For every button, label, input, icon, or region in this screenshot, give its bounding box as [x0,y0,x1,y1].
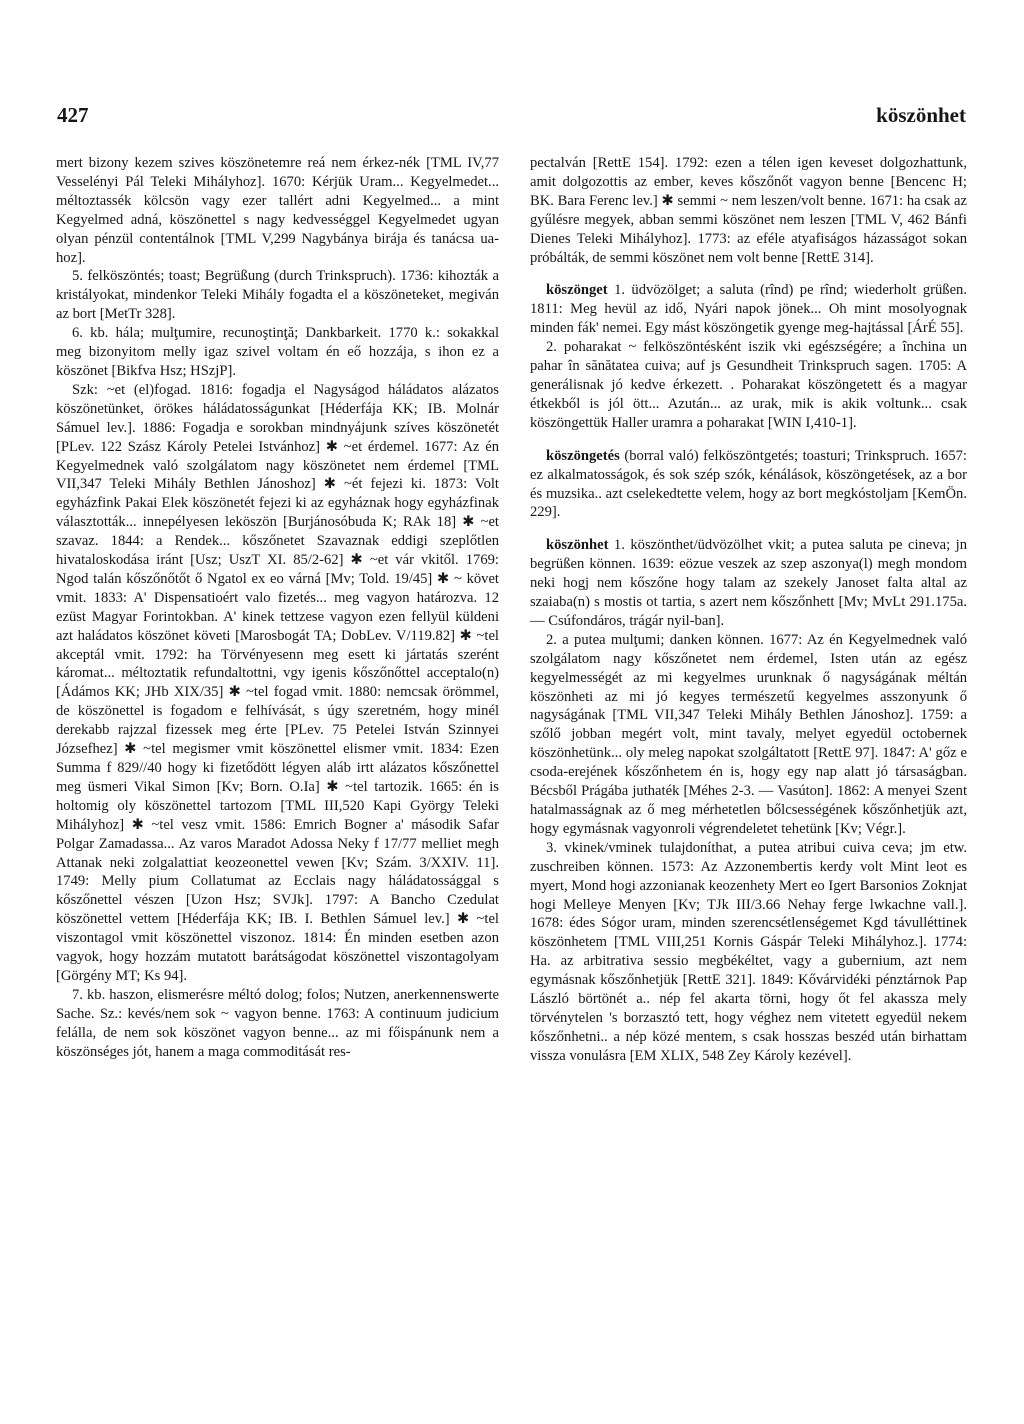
paragraph: Szk: ~et (el)fogad. 1816: fogadja el Nagyságod háládatos alázatos köszönetünket, örökes háládatosságunkat [Héderfája KK; IB. Molnár Sámuel lev.]. 1886: Fogadja e sorokban mindnyájunk szíves köszönetét [PLev. 122 Szász Károly Petelei Istvánhoz] ✱ ~et érdemel. 1677: Az én Kegyelmednek való szolgálatom nagy köszönetet nem érdemel [TML VII,347 Teleki Mihály Bethlen Jánoshoz] ✱ ~ét fejezi ki. 1873: Volt egyházfink Pakai Elek köszönetét fejezi ki az egyháznak hogy egyházfinak választották... innepélyesen leköszön [Burjánosóbuda K; RAk 18] ✱ ~et szavaz. 1844: a Rendek... kőszőnetet Szavaznak eddigi szeplőtlen hivataloskodása iránt [Usz; UszT XI. 85/2-62] ✱ ~et vár vkitől. 1769: Ngod talán kőszőnőtőt ő Ngatol ex eo várná [Mv; Told. 19/45] ✱ ~ követ vmit. 1833: A' Dispensatioért valo fizetés... meg vagyon határozva. 12 ezüst Magyar Forintokban. A' kinek tettzese vagyon ezen fellyül küldeni azt haládatos köszönet követi [Marosbogát TA; DobLev. V/119.82] ✱ ~tel akceptál vmit. 1792: ha Törvényesenn meg esett ki jártatás szerént káromat... méltoztatik refundaltottni, vgy igenis kőszőnőttel acceptalo(n) [Ádámos KK; JHb XIX/35] ✱ ~tel fogad vmit. 1880: nemcsak örömmel, de köszönettel is fogadom e felhívását, s úgy szeretném, hogy minél derekabb rajzzal fizessek meg érte [PLev. 75 Petelei István Szinnyei Józsefhez] ✱ ~tel megismer vmit köszönettel elismer vmit. 1834: Ezen Summa f 829//40 hogy ki fizetődött légyen aláb irtt alázatos kőszőnettel meg üsmeri Vikal Simon [Kv; Born. O.Ia] ✱ ~tel tartozik. 1665: én is holtomig oly köszönettel tartozom [TML III,520 Kapi György Teleki Mihályhoz] ✱ ~tel vesz vmit. 1586: Emrich Bogner a' második Safar Polgar Zamadassa... Az varos Maradot Adossa Neky f 17/77 melliet megh Attanak neki zolgalattiat keozeonettel vewen [Kv; Szám. 3/XXIV. 11]. 1749: Melly pium Collatumat az Ecclais nagy háládatossággal s kőszőnettel vészen [Uzon Hsz; SVJk]. 1797: A Bancho Czedulat köszönettel vettem [Héderfája KK; IB. I. Bethlen Sámuel lev.] ✱ ~tel viszontagol vmit köszönettel viszonoz. 1814: Én minden esetben azon vagyok, hogy hozzám mutatott barátságodat köszönettel viszontagolyam [Görgény MT; Ks 94]. [56,381,499,984]
running-headword: köszönhet [876,103,966,127]
paragraph: 5. felköszöntés; toast; Begrüßung (durch Trinkspruch). 1736: kihozták a kristályokat, mindenkor Teleki Mihály fogadta el a köszöneteket, megiván az bort [MetTr 328]. [56,268,499,323]
paragraph: 3. vkinek/vminek tulajdoníthat, a putea atribui cuiva ceva; jm etw. zuschreiben können. 1573: Az Azzonembertis kerdy volt Mint leot es myert, Mond hogi azzonianak keozenhety Mert eo Igert Barsonios Zoknjat hogi Melleye Menyen [Kv; TJk III/3.66 Nehay ferge lwkachne vall.]. 1678: édes Sógor uram, minden szerencsétlenségemet Kgd távulléttinek köszönhetem [TML VIII,251 Kornis Gáspár Teleki Mihályhoz.]. 1774: Ha. az arbitrativa sessio megbékéltet, vagy a gubernium, azt nem egymásnak kőszőnhetjük [RettE 321]. 1849: Kővárvidéki pénztárnok Pap László börtönét a.. nép fel akarta törni, hogy őt fel akassza mely törvénytelen 's borzasztó tett, hogy véghez nem vitetett egyedül nekem kőszőnhetni.. a nép közé mentem, s csak hosszas beszéd után birhattam vissza vonulásra [EM XLIX, 548 Zey Károly kezével]. [530,839,967,1064]
entry-headword: köszönget [546,282,608,299]
paragraph: pectalván [RettE 154]. 1792: ezen a télen igen keveset dolgozhattunk, amit dolgozottis az ember, keves kőszőnőt vagyon benne [Bencenc H; BK. Bara Ferenc lev.] ✱ semmi ~ nem leszen/volt benne. 1671: ha csak az gyűlésre megyek, abban semmi köszönet nem leszen [TML V, 462 Bánfi Dienes Teleki Mihályhoz]. 1773: az eféle atyafiságos házasságot sokan próbálták, de semmi köszönet nem volt benne [RettE 314]. [530,155,967,266]
paragraph: 2. poharakat ~ felköszöntésként iszik vki egészségére; a închina un pahar în sănătatea cuiva; auf js Gesundheit Trinkspruch sagen. 1705: A generálisnak jó kedve érkezett. . Poharakat köszöngetett és a magyar étkekből is jól ött... Azután... az urak, mik is akik voltunk... csak köszöngettük Haller uramra a poharakat [WIN I,410-1]. [530,339,967,431]
paragraph: mert bizony kezem szives köszönetemre reá nem érkez-nék [TML IV,77 Vesselényi Pál Teleki Mihályhoz]. 1670: Kérjük Uram... Kegyelmedet... méltoztassék kölcsön vagy ezer tallért adni Kegyelmed... a mint Kegyelmed adná, köszönettel s nagy kedvességgel Kegyelmedet ugyan olyan pénzül contentálnok [TML V,299 Nagybánya birája és tanácsa ua-hoz]. [56,155,499,266]
dictionary-entry [530,281,967,338]
paragraph: 7. kb. haszon, elismerésre méltó dolog; folos; Nutzen, anerkennenswerte Sache. Sz.: kevés/nem sok ~ vagyon benne. 1763: A continuum judicium felálla, de nem sok köszönet vagyon benne... az mi főispánunk nem a köszönséges jót, hanem a maga commoditását res- [56,986,499,1060]
dictionary-entry [530,447,967,523]
entry-headword: köszönhet [546,537,609,554]
right-column [530,154,967,1066]
page-number: 427 [57,103,89,127]
paragraph: 6. kb. hála; mulţumire, recunoştinţă; Dankbarkeit. 1770 k.: sokakkal meg bizonyitom melly igaz szivel voltam én eő hozzája, s ihon ez a köszönet [Bikfva Hsz; HSzjP]. [56,325,499,379]
entry-text: 1. üdvözölget; a saluta (rînd) pe rînd; wiederholt grüßen. 1811: Meg hevül az idő, Nyári napok jönek... Oh mint mosolyognak minden fák' nemei. Egy mást köszöngetik gyenge meg-hajtással [ÁrÉ 55]. [530,282,967,337]
left-column [56,154,499,1062]
entry-text: 1. köszönthet/üdvözölhet vkit; a putea saluta pe cineva; jn begrüßen können. 1639: eözue veszek az szep aszonya(l) megh mondom neki hogj nem kőszőne hogy talam az szekely Janoset falta altal az szaiaba(n) s mostis ot tartia, s azert nem kőszőnhett [Mv; MvLt 291.175a. — Csúfondáros, trágár nyil-ban]. [530,537,967,629]
entry-text: (borral való) felköszöntgetés; toasturi; Trinkspruch. 1657: ez alkalmatosságok, és sok szép szók, kénálások, köszöngetések, az a bor és muzsika.. azt cselekedtette velem, hogy az bort megkóstoljam [KemÖn. 229]. [530,447,967,521]
paragraph: 2. a putea mulţumi; danken können. 1677: Az én Kegyelmednek való szolgálatom nagy kőszőnetet nem érdemel, Isten után az egész kegyelmességét az mi kegyelmes urunknak ő nagyságának méltán köszönheti az mi jó kegyes természetű kegyelmes asszonyunk ő nagyságának [TML VII,347 Teleki Mihály Bethlen Jánoshoz]. 1759: a szőlő jobban megért volt, mint tavaly, melyet egyedül octobernek köszönhetünk... oly meleg napokat szolgáltatott [RettE 97]. 1847: A' gőz e csoda-erejének kőszőnhetem én is, hogy egy nap alatt jó társaságban. Bécsből Prágába juthaték [Méhes 2-3. — Vasúton]. 1862: A menyei Szent hatalmasságnak az ő meg mérhetetlen bőlcsességének kőszőnhetjük azt, hogy egymásnak vagyonroli végrendeletet tehetünk [Kv; Végr.]. [530,631,967,837]
dictionary-entry [530,536,967,631]
entry-headword: köszöngetés [546,447,620,464]
